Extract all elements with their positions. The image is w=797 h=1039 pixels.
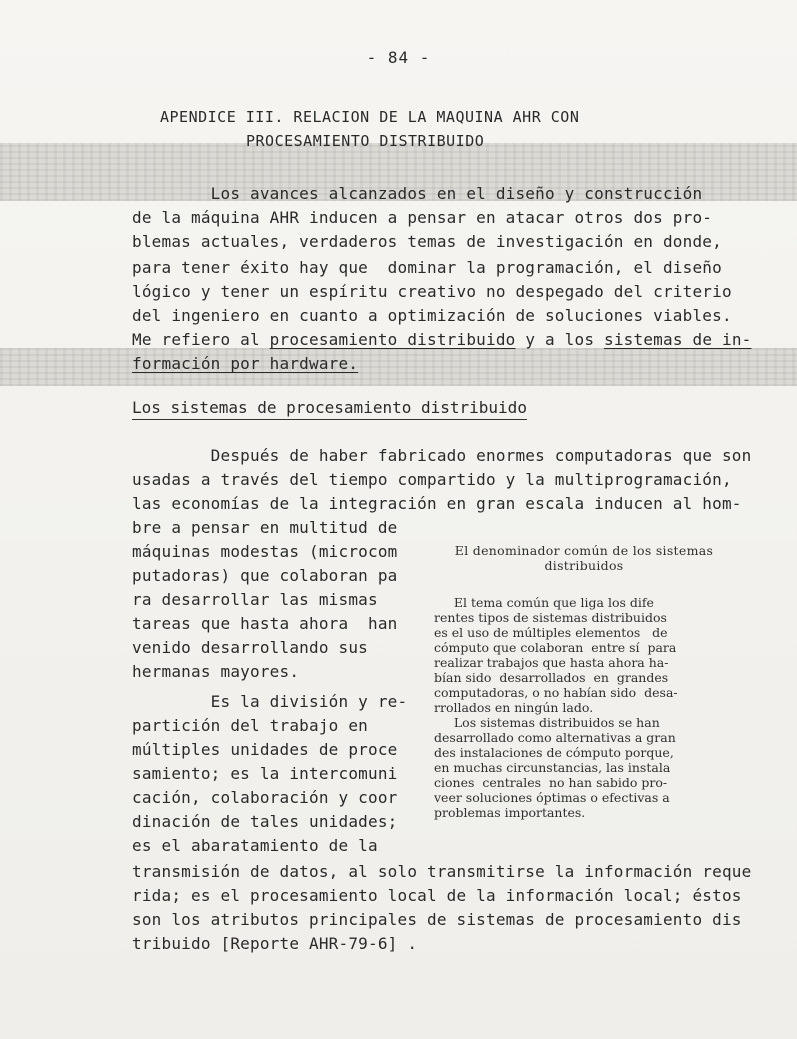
text-line: [132, 328, 752, 352]
underlined-term: sistemas de in-: [604, 330, 752, 349]
text-line: putadoras) que colaboran pa: [132, 566, 398, 585]
note-line: rrollados en ningún lado.: [434, 700, 594, 715]
text-line: samiento; es la intercomuni: [132, 764, 398, 783]
tape-strip: [0, 348, 797, 386]
note-line: rentes tipos de sistemas distribuidos: [434, 610, 667, 625]
text-line: cación, colaboración y coor: [132, 788, 398, 807]
section-heading: Los sistemas de procesamiento distribuido: [132, 398, 527, 420]
appendix-title: APENDICE III. RELACION DE LA MAQUINA AHR CON: [160, 108, 580, 126]
text-line: blemas actuales, verdaderos temas de investigación en donde,: [132, 232, 722, 251]
text-line: formación por hardware.: [132, 354, 359, 373]
text-line: venido desarrollando sus: [132, 638, 368, 657]
text-line: ra desarrollar las mismas: [132, 590, 378, 609]
note-line: bían sido desarrollados en grandes: [434, 670, 669, 685]
text-line: es el abaratamiento de la: [132, 836, 378, 855]
note-line: problemas importantes.: [434, 805, 586, 820]
underlined-term: procesamiento distribuido: [269, 330, 516, 349]
note-line: computadoras, o no habían sido desa-: [434, 685, 678, 700]
text-line: partición del trabajo en: [132, 716, 368, 735]
text-line: transmisión de datos, al solo transmitirse la información reque: [132, 862, 752, 881]
note-line: desarrollado como alternativas a gran: [434, 730, 676, 745]
text-line: dinación de tales unidades;: [132, 812, 398, 831]
text-line: Después de haber fabricado enormes computadoras que son: [132, 446, 752, 465]
text-span: y a los: [515, 330, 604, 349]
text-line: rida; es el procesamiento local de la información local; éstos: [132, 886, 742, 905]
note-line: es el uso de múltiples elementos de: [434, 625, 668, 640]
text-line: de la máquina AHR inducen a pensar en atacar otros dos pro-: [132, 208, 713, 227]
text-line: bre a pensar en multitud de: [132, 518, 398, 537]
note-line: Los sistemas distribuidos se han: [434, 715, 660, 730]
text-line: las economías de la integración en gran escala inducen al hom-: [132, 494, 742, 513]
note-title-line: distribuidos: [544, 558, 624, 573]
text-line: máquinas modestas (microcom: [132, 542, 398, 561]
appendix-subtitle: PROCESAMIENTO DISTRIBUIDO: [246, 132, 485, 150]
text-line: Es la división y re-: [132, 692, 408, 711]
note-line: realizar trabajos que hasta ahora ha-: [434, 655, 669, 670]
text-line: hermanas mayores.: [132, 662, 300, 681]
note-line: en muchas circunstancias, las instala: [434, 760, 671, 775]
note-line: cómputo que colaboran entre sí para: [434, 640, 677, 655]
note-title: [434, 543, 734, 573]
note-title-line: El denominador común de los sistemas: [454, 543, 714, 558]
text-line: para tener éxito hay que dominar la programación, el diseño: [132, 258, 722, 277]
text-span: Me refiero al: [132, 330, 270, 349]
note-line: ciones centrales no han sabido pro-: [434, 775, 668, 790]
text-line: usadas a través del tiempo compartido y la multiprogramación,: [132, 470, 732, 489]
note-line: veer soluciones óptimas o efectivas a: [434, 790, 670, 805]
text-line: tribuido [Reporte AHR-79-6] .: [132, 934, 418, 953]
note-line: El tema común que liga los dife: [434, 595, 654, 610]
text-line: tareas que hasta ahora han: [132, 614, 398, 633]
sidebar-note: [434, 543, 734, 820]
text-line: lógico y tener un espíritu creativo no despegado del criterio: [132, 282, 732, 301]
text-line: son los atributos principales de sistemas de procesamiento dis: [132, 910, 742, 929]
page-number: - 84 -: [366, 48, 431, 67]
note-line: des instalaciones de cómputo porque,: [434, 745, 674, 760]
text-line: Los avances alcanzados en el diseño y construcción: [132, 184, 703, 203]
text-line: del ingeniero en cuanto a optimización de soluciones viables.: [132, 306, 732, 325]
text-line: múltiples unidades de proce: [132, 740, 398, 759]
